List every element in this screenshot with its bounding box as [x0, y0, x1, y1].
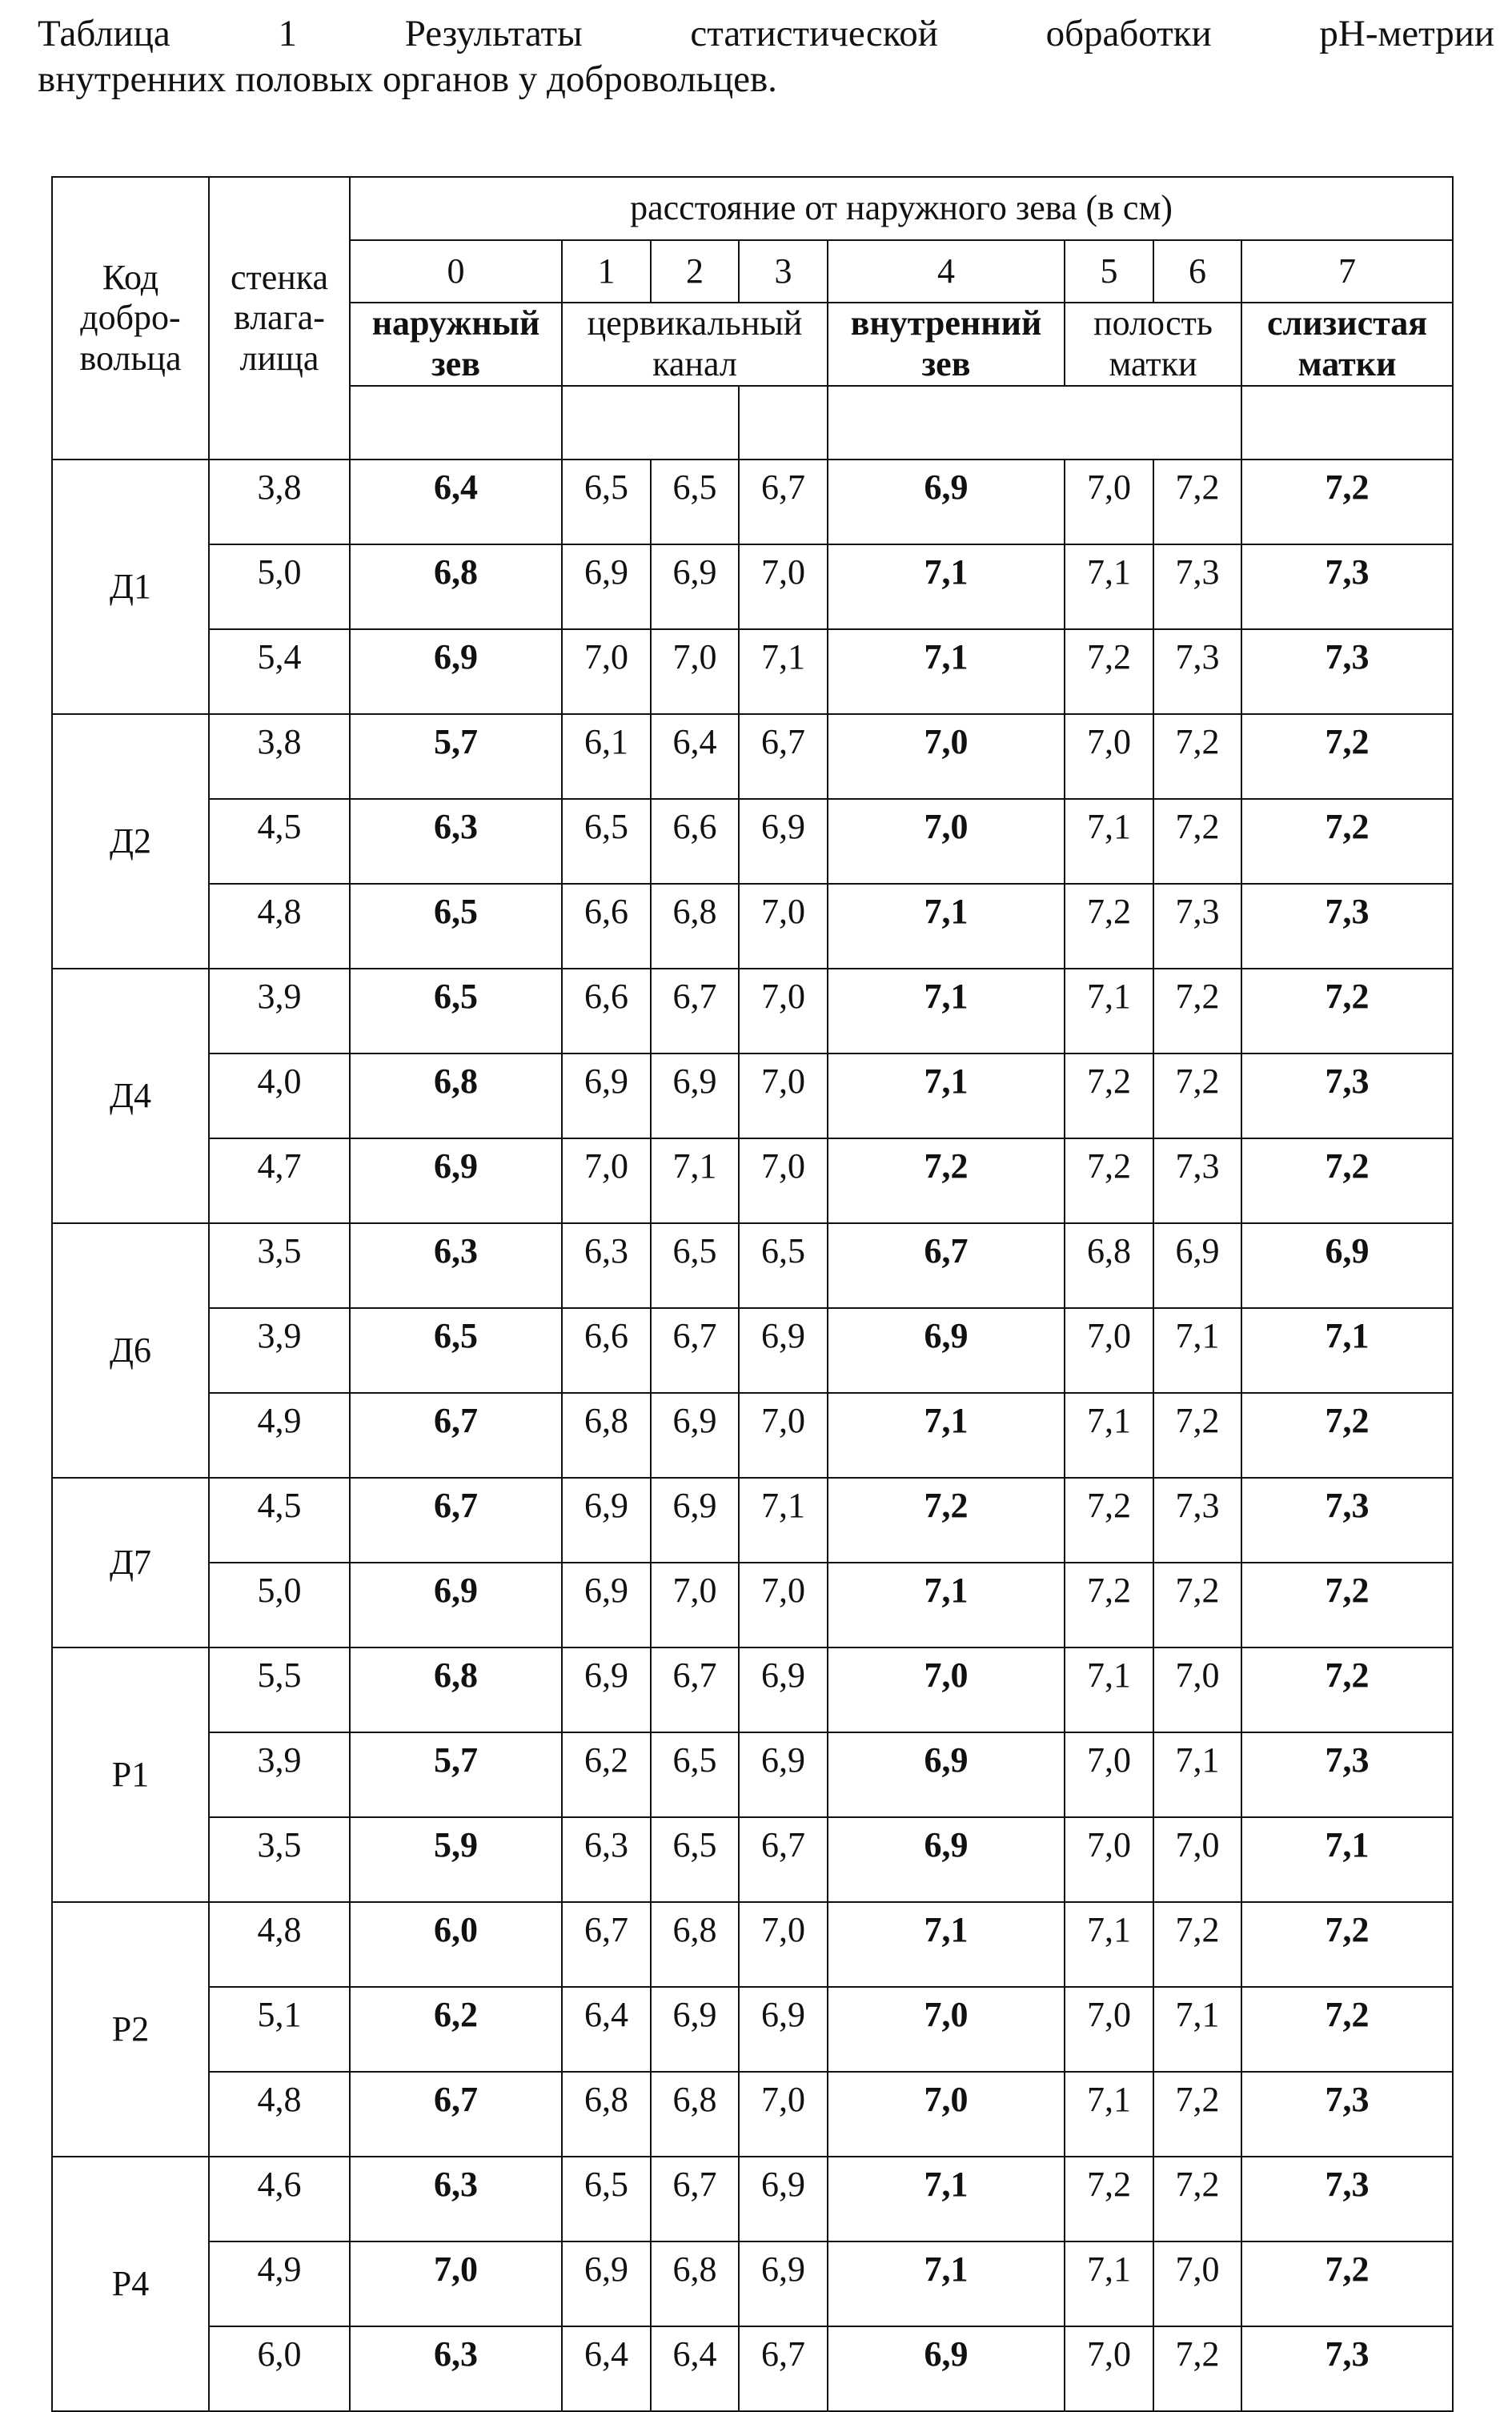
- ph-value-cell: 7,0: [828, 799, 1065, 884]
- ph-value-cell: 6,9: [562, 1053, 651, 1138]
- ph-value-cell: 6,4: [350, 460, 562, 544]
- header-distance: расстояние от наружного зева (в см): [350, 177, 1453, 240]
- vaginal-wall-ph-cell: 4,9: [209, 1393, 350, 1478]
- ph-value-cell: 6,6: [562, 1308, 651, 1393]
- vaginal-wall-ph-cell: 3,8: [209, 460, 350, 544]
- vaginal-wall-ph-cell: 5,1: [209, 1987, 350, 2072]
- table-row: [52, 1308, 1453, 1393]
- ph-value-cell: 7,0: [1065, 2326, 1153, 2411]
- header-distance-7: 7: [1241, 240, 1453, 303]
- table-row: [52, 629, 1453, 714]
- ph-value-cell: 7,3: [1241, 2157, 1453, 2241]
- vaginal-wall-ph-cell: 3,5: [209, 1817, 350, 1902]
- ph-value-cell: 7,2: [1241, 1563, 1453, 1647]
- ph-value-cell: 7,0: [1065, 714, 1153, 799]
- ph-value-cell: 6,6: [562, 884, 651, 969]
- table-row: [52, 799, 1453, 884]
- table-caption: [38, 11, 1494, 103]
- ph-value-cell: 7,1: [739, 1478, 828, 1563]
- ph-value-cell: 6,8: [651, 2241, 739, 2326]
- ph-value-cell: 7,2: [1065, 2157, 1153, 2241]
- header-wall: стенка влага-лища: [209, 177, 350, 460]
- table-row: [52, 714, 1453, 799]
- ph-value-cell: 7,0: [828, 1987, 1065, 2072]
- ph-value-cell: 6,5: [651, 1223, 739, 1308]
- ph-value-cell: 7,2: [1241, 1138, 1453, 1223]
- ph-value-cell: 5,7: [350, 1732, 562, 1817]
- ph-value-cell: 7,1: [828, 1902, 1065, 1987]
- ph-value-cell: 6,8: [350, 1647, 562, 1732]
- table-row: [52, 1902, 1453, 1987]
- ph-value-cell: 6,3: [350, 799, 562, 884]
- volunteer-code: Р4: [52, 2157, 209, 2411]
- table-row: [52, 2072, 1453, 2157]
- ph-value-cell: 6,4: [651, 2326, 739, 2411]
- table-row: [52, 1563, 1453, 1647]
- ph-value-cell: 6,9: [562, 544, 651, 629]
- vaginal-wall-ph-cell: 4,5: [209, 799, 350, 884]
- ph-value-cell: 7,0: [350, 2241, 562, 2326]
- ph-value-cell: 7,1: [828, 1053, 1065, 1138]
- ph-value-cell: 7,1: [1241, 1817, 1453, 1902]
- header-empty-cell: [350, 386, 562, 460]
- ph-value-cell: 6,5: [350, 969, 562, 1053]
- header-distance-6: 6: [1153, 240, 1241, 303]
- ph-value-cell: 6,7: [651, 2157, 739, 2241]
- ph-value-cell: 6,7: [651, 1647, 739, 1732]
- ph-value-cell: 5,9: [350, 1817, 562, 1902]
- ph-value-cell: 6,5: [562, 2157, 651, 2241]
- table-row: [52, 1138, 1453, 1223]
- ph-value-cell: 7,2: [1241, 2241, 1453, 2326]
- ph-value-cell: 6,9: [739, 1732, 828, 1817]
- ph-value-cell: 7,2: [828, 1138, 1065, 1223]
- ph-value-cell: 7,2: [1153, 1563, 1241, 1647]
- ph-value-cell: 6,9: [828, 1732, 1065, 1817]
- ph-value-cell: 6,9: [828, 460, 1065, 544]
- ph-value-cell: 6,3: [350, 2326, 562, 2411]
- ph-value-cell: 6,5: [651, 1817, 739, 1902]
- table-row: [52, 1223, 1453, 1308]
- ph-value-cell: 7,0: [651, 1563, 739, 1647]
- ph-value-cell: 7,2: [1241, 1647, 1453, 1732]
- ph-value-cell: 7,3: [1241, 2072, 1453, 2157]
- header-zone-outer-os: наружный зев: [350, 303, 562, 386]
- ph-value-cell: 7,2: [1241, 1393, 1453, 1478]
- ph-value-cell: 6,7: [350, 2072, 562, 2157]
- vaginal-wall-ph-cell: 3,5: [209, 1223, 350, 1308]
- ph-value-cell: 6,7: [350, 1478, 562, 1563]
- ph-value-cell: 6,9: [651, 1393, 739, 1478]
- vaginal-wall-ph-cell: 3,9: [209, 969, 350, 1053]
- ph-value-cell: 6,8: [651, 1902, 739, 1987]
- ph-value-cell: 7,0: [739, 1053, 828, 1138]
- table-row: [52, 1732, 1453, 1817]
- vaginal-wall-ph-cell: 4,9: [209, 2241, 350, 2326]
- ph-value-cell: 7,3: [1153, 1478, 1241, 1563]
- ph-value-cell: 7,0: [1153, 1647, 1241, 1732]
- ph-value-cell: 6,1: [562, 714, 651, 799]
- ph-value-cell: 7,3: [1241, 2326, 1453, 2411]
- caption-line-1: Таблица 1 Результаты статистической обработки рН-метрии: [38, 13, 1494, 54]
- header-distance-0: 0: [350, 240, 562, 303]
- ph-value-cell: 6,9: [739, 2157, 828, 2241]
- ph-value-cell: 7,0: [651, 629, 739, 714]
- ph-value-cell: 7,1: [1065, 2241, 1153, 2326]
- ph-value-cell: 7,0: [1065, 1987, 1153, 2072]
- ph-value-cell: 6,7: [739, 460, 828, 544]
- ph-value-cell: 7,1: [828, 884, 1065, 969]
- ph-value-cell: 6,5: [739, 1223, 828, 1308]
- header-distance-2: 2: [651, 240, 739, 303]
- header-distance-5: 5: [1065, 240, 1153, 303]
- ph-value-cell: 7,3: [1153, 629, 1241, 714]
- ph-value-cell: 7,0: [739, 1138, 828, 1223]
- ph-value-cell: 7,1: [1065, 2072, 1153, 2157]
- ph-value-cell: 7,0: [828, 714, 1065, 799]
- ph-value-cell: 7,1: [828, 969, 1065, 1053]
- ph-value-cell: 6,7: [739, 1817, 828, 1902]
- table-row: [52, 460, 1453, 544]
- ph-value-cell: 6,8: [562, 1393, 651, 1478]
- ph-value-cell: 6,9: [562, 1478, 651, 1563]
- ph-value-cell: 7,0: [739, 884, 828, 969]
- vaginal-wall-ph-cell: 4,6: [209, 2157, 350, 2241]
- ph-value-cell: 7,1: [1065, 1393, 1153, 1478]
- ph-value-cell: 7,3: [1241, 1478, 1453, 1563]
- vaginal-wall-ph-cell: 4,8: [209, 1902, 350, 1987]
- volunteer-code: Д6: [52, 1223, 209, 1478]
- volunteer-code: Д4: [52, 969, 209, 1223]
- ph-value-cell: 7,2: [1153, 2072, 1241, 2157]
- vaginal-wall-ph-cell: 4,5: [209, 1478, 350, 1563]
- ph-value-cell: 6,9: [651, 1053, 739, 1138]
- ph-value-cell: 6,9: [739, 2241, 828, 2326]
- ph-value-cell: 7,2: [1065, 1138, 1153, 1223]
- ph-value-cell: 6,3: [562, 1817, 651, 1902]
- ph-value-cell: 7,1: [1065, 1647, 1153, 1732]
- ph-value-cell: 6,5: [350, 1308, 562, 1393]
- ph-value-cell: 7,3: [1153, 544, 1241, 629]
- ph-value-cell: 6,9: [828, 1817, 1065, 1902]
- ph-value-cell: 7,1: [828, 544, 1065, 629]
- ph-value-cell: 7,0: [1065, 1732, 1153, 1817]
- table-row: [52, 1053, 1453, 1138]
- ph-value-cell: 6,5: [651, 1732, 739, 1817]
- ph-value-cell: 6,9: [350, 629, 562, 714]
- ph-value-cell: 6,8: [651, 2072, 739, 2157]
- ph-value-cell: 7,0: [1153, 1817, 1241, 1902]
- ph-value-cell: 6,9: [562, 2241, 651, 2326]
- ph-table: [51, 176, 1454, 2412]
- ph-value-cell: 7,3: [1241, 884, 1453, 969]
- ph-value-cell: 7,2: [1153, 799, 1241, 884]
- ph-value-cell: 6,9: [739, 1647, 828, 1732]
- ph-value-cell: 7,3: [1241, 544, 1453, 629]
- ph-value-cell: 7,1: [1241, 1308, 1453, 1393]
- ph-value-cell: 7,2: [1241, 799, 1453, 884]
- ph-value-cell: 6,8: [1065, 1223, 1153, 1308]
- volunteer-code: Д7: [52, 1478, 209, 1647]
- ph-value-cell: 7,2: [1153, 714, 1241, 799]
- vaginal-wall-ph-cell: 6,0: [209, 2326, 350, 2411]
- ph-value-cell: 6,3: [350, 1223, 562, 1308]
- ph-value-cell: 6,8: [562, 2072, 651, 2157]
- vaginal-wall-ph-cell: 5,4: [209, 629, 350, 714]
- ph-value-cell: 6,7: [828, 1223, 1065, 1308]
- vaginal-wall-ph-cell: 4,7: [209, 1138, 350, 1223]
- table-row: [52, 884, 1453, 969]
- ph-value-cell: 7,2: [1065, 884, 1153, 969]
- ph-value-cell: 6,9: [1153, 1223, 1241, 1308]
- volunteer-code: Р1: [52, 1647, 209, 1902]
- ph-value-cell: 7,2: [1065, 1563, 1153, 1647]
- ph-value-cell: 7,0: [739, 544, 828, 629]
- header-zone-cervical-canal: цервикальный канал: [562, 303, 828, 386]
- ph-value-cell: 7,0: [739, 1902, 828, 1987]
- ph-value-cell: 6,2: [562, 1732, 651, 1817]
- header-code: Код добро-вольца: [52, 177, 209, 460]
- ph-value-cell: 7,2: [1153, 2326, 1241, 2411]
- ph-value-cell: 7,2: [1153, 460, 1241, 544]
- ph-value-cell: 6,2: [350, 1987, 562, 2072]
- ph-value-cell: 6,9: [651, 544, 739, 629]
- ph-value-cell: 6,9: [651, 1478, 739, 1563]
- ph-value-cell: 7,2: [1241, 1902, 1453, 1987]
- ph-value-cell: 6,7: [651, 969, 739, 1053]
- ph-value-cell: 7,1: [1153, 1308, 1241, 1393]
- ph-value-cell: 7,1: [828, 629, 1065, 714]
- vaginal-wall-ph-cell: 3,9: [209, 1732, 350, 1817]
- ph-value-cell: 7,2: [1241, 460, 1453, 544]
- ph-value-cell: 7,1: [1153, 1987, 1241, 2072]
- ph-value-cell: 6,9: [739, 1308, 828, 1393]
- ph-value-cell: 7,0: [562, 1138, 651, 1223]
- volunteer-code: Д1: [52, 460, 209, 714]
- header-empty-cell: [1241, 386, 1453, 460]
- caption-line-2: внутренних половых органов у добровольцев.: [38, 58, 777, 101]
- ph-value-cell: 6,0: [350, 1902, 562, 1987]
- ph-value-cell: 7,1: [1153, 1732, 1241, 1817]
- ph-value-cell: 7,2: [1153, 1053, 1241, 1138]
- table-row: [52, 2326, 1453, 2411]
- ph-value-cell: 7,1: [1065, 544, 1153, 629]
- ph-value-cell: 6,9: [739, 1987, 828, 2072]
- ph-value-cell: 7,3: [1241, 1053, 1453, 1138]
- ph-value-cell: 7,2: [1065, 1053, 1153, 1138]
- table-row: [52, 1817, 1453, 1902]
- ph-value-cell: 7,1: [1065, 1902, 1153, 1987]
- ph-value-cell: 6,4: [651, 714, 739, 799]
- ph-value-cell: 7,0: [739, 1393, 828, 1478]
- ph-value-cell: 7,2: [1153, 969, 1241, 1053]
- vaginal-wall-ph-cell: 5,0: [209, 1563, 350, 1647]
- ph-value-cell: 6,7: [739, 714, 828, 799]
- ph-value-cell: 6,8: [350, 544, 562, 629]
- ph-value-cell: 6,5: [350, 884, 562, 969]
- ph-value-cell: 6,7: [562, 1902, 651, 1987]
- ph-value-cell: 6,9: [350, 1138, 562, 1223]
- ph-value-cell: 6,4: [562, 1987, 651, 2072]
- ph-value-cell: 7,1: [828, 2157, 1065, 2241]
- ph-value-cell: 7,0: [739, 1563, 828, 1647]
- header-empty-cell: [828, 386, 1241, 460]
- header-zone-inner-os: внутренний зев: [828, 303, 1065, 386]
- ph-value-cell: 7,0: [828, 1647, 1065, 1732]
- ph-value-cell: 7,0: [1065, 460, 1153, 544]
- ph-value-cell: 7,0: [739, 2072, 828, 2157]
- ph-value-cell: 6,9: [828, 2326, 1065, 2411]
- ph-value-cell: 7,2: [1241, 714, 1453, 799]
- table-row: [52, 1478, 1453, 1563]
- ph-value-cell: 6,9: [350, 1563, 562, 1647]
- ph-value-cell: 7,0: [1065, 1817, 1153, 1902]
- ph-value-cell: 6,6: [651, 799, 739, 884]
- table-row: [52, 1647, 1453, 1732]
- ph-value-cell: 5,7: [350, 714, 562, 799]
- header-distance-4: 4: [828, 240, 1065, 303]
- ph-value-cell: 6,7: [651, 1308, 739, 1393]
- ph-value-cell: 7,1: [828, 1393, 1065, 1478]
- ph-value-cell: 6,9: [562, 1647, 651, 1732]
- ph-value-cell: 7,1: [739, 629, 828, 714]
- vaginal-wall-ph-cell: 4,0: [209, 1053, 350, 1138]
- header-zone-uterine-mucosa: слизистая матки: [1241, 303, 1453, 386]
- ph-value-cell: 7,2: [1153, 1902, 1241, 1987]
- volunteer-code: Р2: [52, 1902, 209, 2157]
- header-distance-1: 1: [562, 240, 651, 303]
- ph-value-cell: 6,8: [350, 1053, 562, 1138]
- ph-value-cell: 7,1: [651, 1138, 739, 1223]
- ph-value-cell: 6,3: [562, 1223, 651, 1308]
- ph-value-cell: 7,3: [1153, 1138, 1241, 1223]
- header-zone-uterine-cavity: полость матки: [1065, 303, 1241, 386]
- ph-value-cell: 7,0: [1065, 1308, 1153, 1393]
- ph-value-cell: 7,3: [1241, 1732, 1453, 1817]
- ph-value-cell: 6,4: [562, 2326, 651, 2411]
- ph-value-cell: 6,9: [828, 1308, 1065, 1393]
- ph-value-cell: 6,5: [651, 460, 739, 544]
- ph-value-cell: 6,6: [562, 969, 651, 1053]
- ph-value-cell: 7,1: [828, 2241, 1065, 2326]
- ph-value-cell: 7,2: [1065, 1478, 1153, 1563]
- ph-value-cell: 7,0: [1153, 2241, 1241, 2326]
- table-row: [52, 544, 1453, 629]
- vaginal-wall-ph-cell: 5,5: [209, 1647, 350, 1732]
- ph-value-cell: 6,8: [651, 884, 739, 969]
- ph-value-cell: 6,5: [562, 799, 651, 884]
- ph-value-cell: 7,3: [1241, 629, 1453, 714]
- ph-value-cell: 6,9: [739, 799, 828, 884]
- ph-value-cell: 7,0: [562, 629, 651, 714]
- header-distance-3: 3: [739, 240, 828, 303]
- vaginal-wall-ph-cell: 4,8: [209, 884, 350, 969]
- vaginal-wall-ph-cell: 3,8: [209, 714, 350, 799]
- header-empty-cell: [562, 386, 739, 460]
- ph-value-cell: 6,7: [739, 2326, 828, 2411]
- ph-value-cell: 7,2: [1241, 1987, 1453, 2072]
- ph-value-cell: 6,9: [1241, 1223, 1453, 1308]
- table-row: [52, 2157, 1453, 2241]
- ph-value-cell: 6,9: [651, 1987, 739, 2072]
- ph-value-cell: 7,2: [828, 1478, 1065, 1563]
- header-empty-cell: [739, 386, 828, 460]
- ph-value-cell: 7,1: [1065, 969, 1153, 1053]
- vaginal-wall-ph-cell: 4,8: [209, 2072, 350, 2157]
- table-row: [52, 1393, 1453, 1478]
- ph-value-cell: 6,7: [350, 1393, 562, 1478]
- ph-value-cell: 7,2: [1153, 1393, 1241, 1478]
- ph-value-cell: 7,1: [828, 1563, 1065, 1647]
- ph-value-cell: 7,1: [1065, 799, 1153, 884]
- table-row: [52, 1987, 1453, 2072]
- ph-value-cell: 6,3: [350, 2157, 562, 2241]
- ph-value-cell: 7,0: [739, 969, 828, 1053]
- vaginal-wall-ph-cell: 5,0: [209, 544, 350, 629]
- ph-value-cell: 6,5: [562, 460, 651, 544]
- table-row: [52, 2241, 1453, 2326]
- ph-value-cell: 7,0: [828, 2072, 1065, 2157]
- table-row: [52, 969, 1453, 1053]
- ph-value-cell: 7,2: [1065, 629, 1153, 714]
- ph-value-cell: 6,9: [562, 1563, 651, 1647]
- volunteer-code: Д2: [52, 714, 209, 969]
- ph-value-cell: 7,2: [1153, 2157, 1241, 2241]
- ph-value-cell: 7,2: [1241, 969, 1453, 1053]
- ph-value-cell: 7,3: [1153, 884, 1241, 969]
- vaginal-wall-ph-cell: 3,9: [209, 1308, 350, 1393]
